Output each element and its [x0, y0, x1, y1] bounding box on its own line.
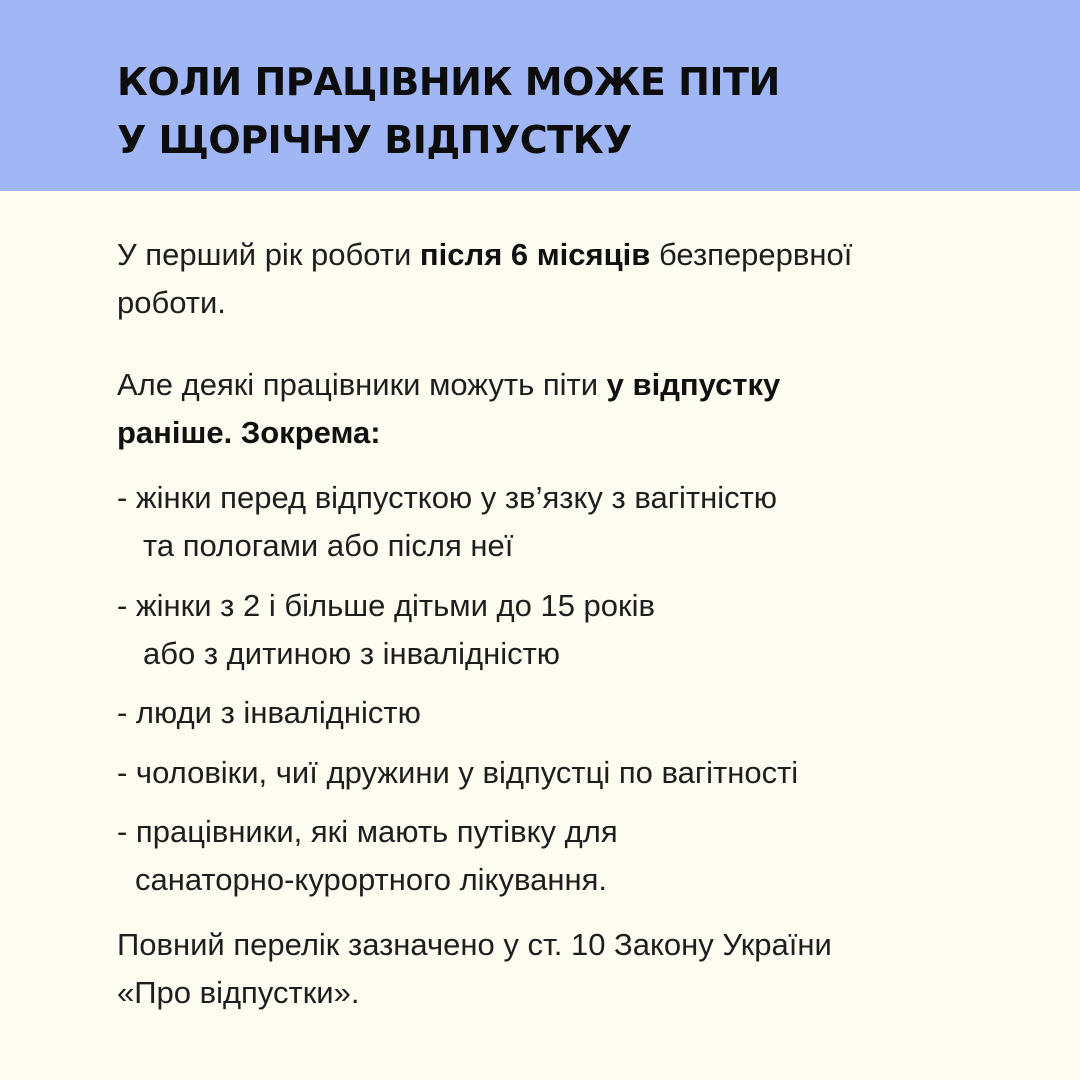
footer-line-1: Повний перелік зазначено у ст. 10 Закону України	[117, 927, 832, 962]
intro-line-2: роботи.	[117, 285, 226, 320]
list-item	[117, 582, 655, 678]
footer-line-2: «Про відпустки».	[117, 975, 360, 1010]
exception-line-1	[117, 361, 780, 409]
title-line-1: КОЛИ ПРАЦІВНИК МОЖЕ ПІТИ	[117, 60, 780, 104]
title-line-2: У ЩОРІЧНУ ВІДПУСТКУ	[117, 118, 632, 162]
footer-paragraph	[117, 921, 832, 1017]
intro-paragraph	[117, 231, 852, 327]
list-item-line-1: - чоловіки, чиї дружини у відпустці по вагітності	[117, 755, 799, 790]
list-item-line-2: або з дитиною з інвалідністю	[143, 636, 561, 671]
list-item-line-1: - працівники, які мають путівку для	[117, 814, 618, 849]
list-item-line-1: - жінки з 2 і більше дітьми до 15 років	[117, 588, 655, 623]
list-item-line-2: та пологами або після неї	[143, 528, 514, 563]
list-item	[117, 749, 798, 797]
list-item	[117, 689, 421, 737]
list-item	[117, 474, 777, 570]
exception-line-2	[117, 409, 780, 457]
intro-bold-text: після 6 місяців	[419, 237, 651, 272]
list-item-line-1: - жінки перед відпусткою у зв’язку з вагітністю	[117, 480, 778, 515]
exception-bold-text-2: раніше. Зокрема:	[117, 415, 381, 450]
intro-text-start: У перший рік роботи	[117, 237, 420, 272]
list-item-line-1: - люди з інвалідністю	[117, 695, 421, 730]
intro-text-end: безперервної	[650, 237, 853, 272]
list-item-line-2: санаторно-курортного лікування.	[135, 862, 607, 897]
exception-paragraph	[117, 361, 780, 457]
intro-line-1	[117, 231, 852, 279]
exception-bold-text-1: у відпустку	[606, 367, 781, 402]
header-banner	[0, 0, 1080, 191]
exception-text-start: Але деякі працівники можуть піти	[117, 367, 607, 402]
page-title	[117, 53, 780, 169]
list-item	[117, 808, 618, 904]
